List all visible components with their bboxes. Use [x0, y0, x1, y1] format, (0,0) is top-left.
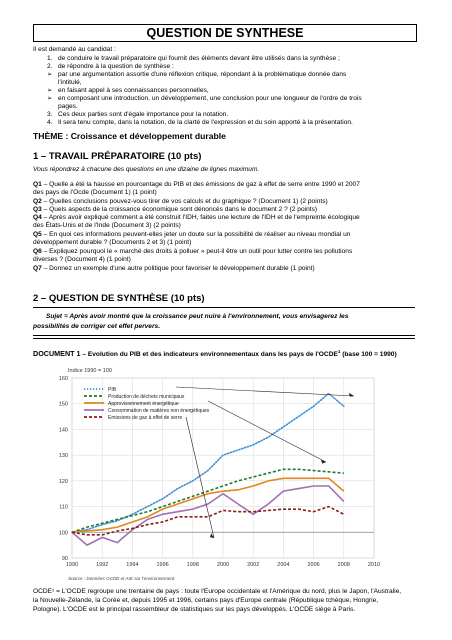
instruction-marker: ➢ — [47, 71, 53, 78]
section1-note: Vous répondrez à chacune des questions en une dizaine de lignes maximum. — [33, 166, 260, 173]
question-item: Q7 – Donnez un exemple d'une autre politique pour favoriser le développement durable (1 point) — [33, 265, 315, 272]
line-chart — [36, 366, 382, 585]
y-axis-label: Indice 1990 = 100 — [68, 368, 112, 374]
instruction-marker: 3. — [47, 111, 53, 118]
divider — [33, 335, 415, 339]
instruction-marker: ➢ — [47, 95, 53, 102]
theme-heading: THÈME : Croissance et développement durable — [33, 131, 226, 141]
divider — [33, 307, 415, 308]
x-tick-label: 1996 — [156, 562, 169, 568]
instruction-marker: 1. — [47, 55, 53, 62]
question-item: Q4 – Après avoir expliqué comment a été construit l'IDH, faites une lecture de l'IDH et de l'empreinte écologique — [33, 214, 360, 221]
instruction-text: en faisant appel à ses connaissances personnelles, — [58, 87, 209, 94]
instruction-marker: 2. — [47, 63, 53, 70]
legend-label: PIB — [108, 387, 117, 393]
legend-label: Emissions de gaz à effet de serre — [108, 415, 183, 421]
y-tick-label: 130 — [58, 453, 68, 460]
question-item: Q6 – Expliquez pourquoi le « marché des droits à polluer » peut-il être un outil pour lutter contre les pollutions — [33, 248, 353, 255]
question-line: diverses ? (Document 4) (1 point) — [33, 256, 131, 263]
y-tick-label: 100 — [58, 530, 68, 537]
footnote-line: Pologne). L'OCDE est le principal rassembleur de statistiques sur les pays développés. L'OCDE siège à Paris. — [33, 606, 356, 613]
y-tick-label: 160 — [58, 376, 68, 382]
question-line: des pays de l'Ocde (Document 1) (1 point) — [33, 189, 157, 196]
subject-line: possibilités de corriger cet effet pervers. — [33, 323, 161, 330]
document1-chart — [36, 366, 382, 585]
instruction-text: de conduire le travail préparatoire qui fournit des éléments devant être utilisés dans la synthèse ; — [58, 55, 340, 62]
x-tick-label: 2000 — [216, 562, 230, 568]
document1-caption: DOCUMENT 1 – Evolution du PIB et des indicateurs environnementaux dans les pays de l'OCDE$^1$ (base 100 = 1990) — [33, 349, 397, 359]
y-tick-label: 90 — [61, 556, 68, 562]
legend-label: Consommation de matières non énergétiques — [108, 408, 210, 414]
x-tick-label: 2008 — [337, 562, 350, 568]
x-tick-label: 1992 — [96, 562, 109, 568]
y-tick-label: 120 — [58, 478, 68, 485]
x-tick-label: 2004 — [277, 562, 290, 568]
y-tick-label: 110 — [59, 504, 68, 511]
instruction-text: par une argumentation assortie d'une réflexion critique, répondant à la problématique donnée dans — [58, 71, 347, 78]
footnote-line: la Nouvelle-Zélande, la Corée et, depuis 1995 et 1996, certains pays d'Europe centrale (République tchèque, Hongrie, — [33, 597, 379, 604]
instruction-text: de répondre à la question de synthèse : — [58, 63, 174, 70]
footnote-line: OCDE¹ = L'OCDE regroupe une trentaine de pays : toute l'Europe occidentale et l'Amérique du nord, plus le Japon, l'Australie, — [33, 588, 402, 595]
legend-label: Production de déchets municipaux — [108, 394, 185, 400]
question-item: Q1 – Quelle a été la hausse en pourcentage du PIB et des émissions de gaz à effet de serre entre 1990 et 2007 — [33, 181, 360, 188]
question-line: développement durable ? (Documents 2 et 3) (1 point) — [33, 239, 192, 246]
instruction-text: pages. — [58, 103, 78, 110]
instruction-text: en composant une introduction, un développement, une conclusion pour une longueur de l'ordre de trois — [58, 95, 362, 102]
instruction-marker: 4. — [47, 119, 53, 126]
x-tick-label: 2002 — [247, 562, 260, 568]
x-tick-label: 1998 — [186, 562, 199, 568]
y-tick-label: 140 — [58, 427, 68, 434]
chart-source: Source : Données OCDE et AIE sur l'environnement. — [68, 576, 176, 581]
section1-heading: 1 – TRAVAIL PRÉPARATOIRE (10 pts) — [33, 151, 202, 162]
instruction-text: Ces deux parties sont d'égale importance pour la notation. — [58, 111, 229, 118]
section2-heading: 2 – QUESTION DE SYNTHÈSE (10 pts) — [33, 293, 205, 304]
question-line: des États-Unis et de l'Inde (Document 3) (2 points) — [33, 222, 181, 229]
y-tick-label: 150 — [58, 401, 68, 408]
page-title: QUESTION DE SYNTHESE — [33, 24, 417, 42]
question-item: Q5 – En quoi ces informations peuvent-elles jeter un doute sur la possibilité de réaliser au niveau mondial un — [33, 231, 351, 238]
question-item: Q3 – Quels aspects de la croissance économique sont dénoncés dans le document 2 ? (2 points) — [33, 206, 318, 213]
instruction-text: Il sera tenu compte, dans la notation, de la clarté de l'expression et du soin apporté à la présentation. — [58, 119, 353, 126]
instruction-text: l'intitulé, — [58, 79, 82, 86]
x-tick-label: 2006 — [307, 562, 320, 568]
intro-text: Il est demandé au candidat : — [33, 46, 116, 53]
legend-label: Approvisionnement énergétique — [108, 401, 179, 407]
instruction-marker: ➢ — [47, 87, 53, 94]
x-tick-label: 2010 — [367, 562, 381, 568]
x-tick-label: 1990 — [65, 562, 79, 568]
question-item: Q2 – Quelles conclusions pouvez-vous tirer de vos calculs et du graphique ? (Document 1) (2 points) — [33, 198, 328, 205]
subject-line: Sujet = Après avoir montré que la croissance peut nuire à l'environnement, vous envisagerez les — [46, 313, 349, 320]
x-tick-label: 1994 — [126, 562, 139, 568]
